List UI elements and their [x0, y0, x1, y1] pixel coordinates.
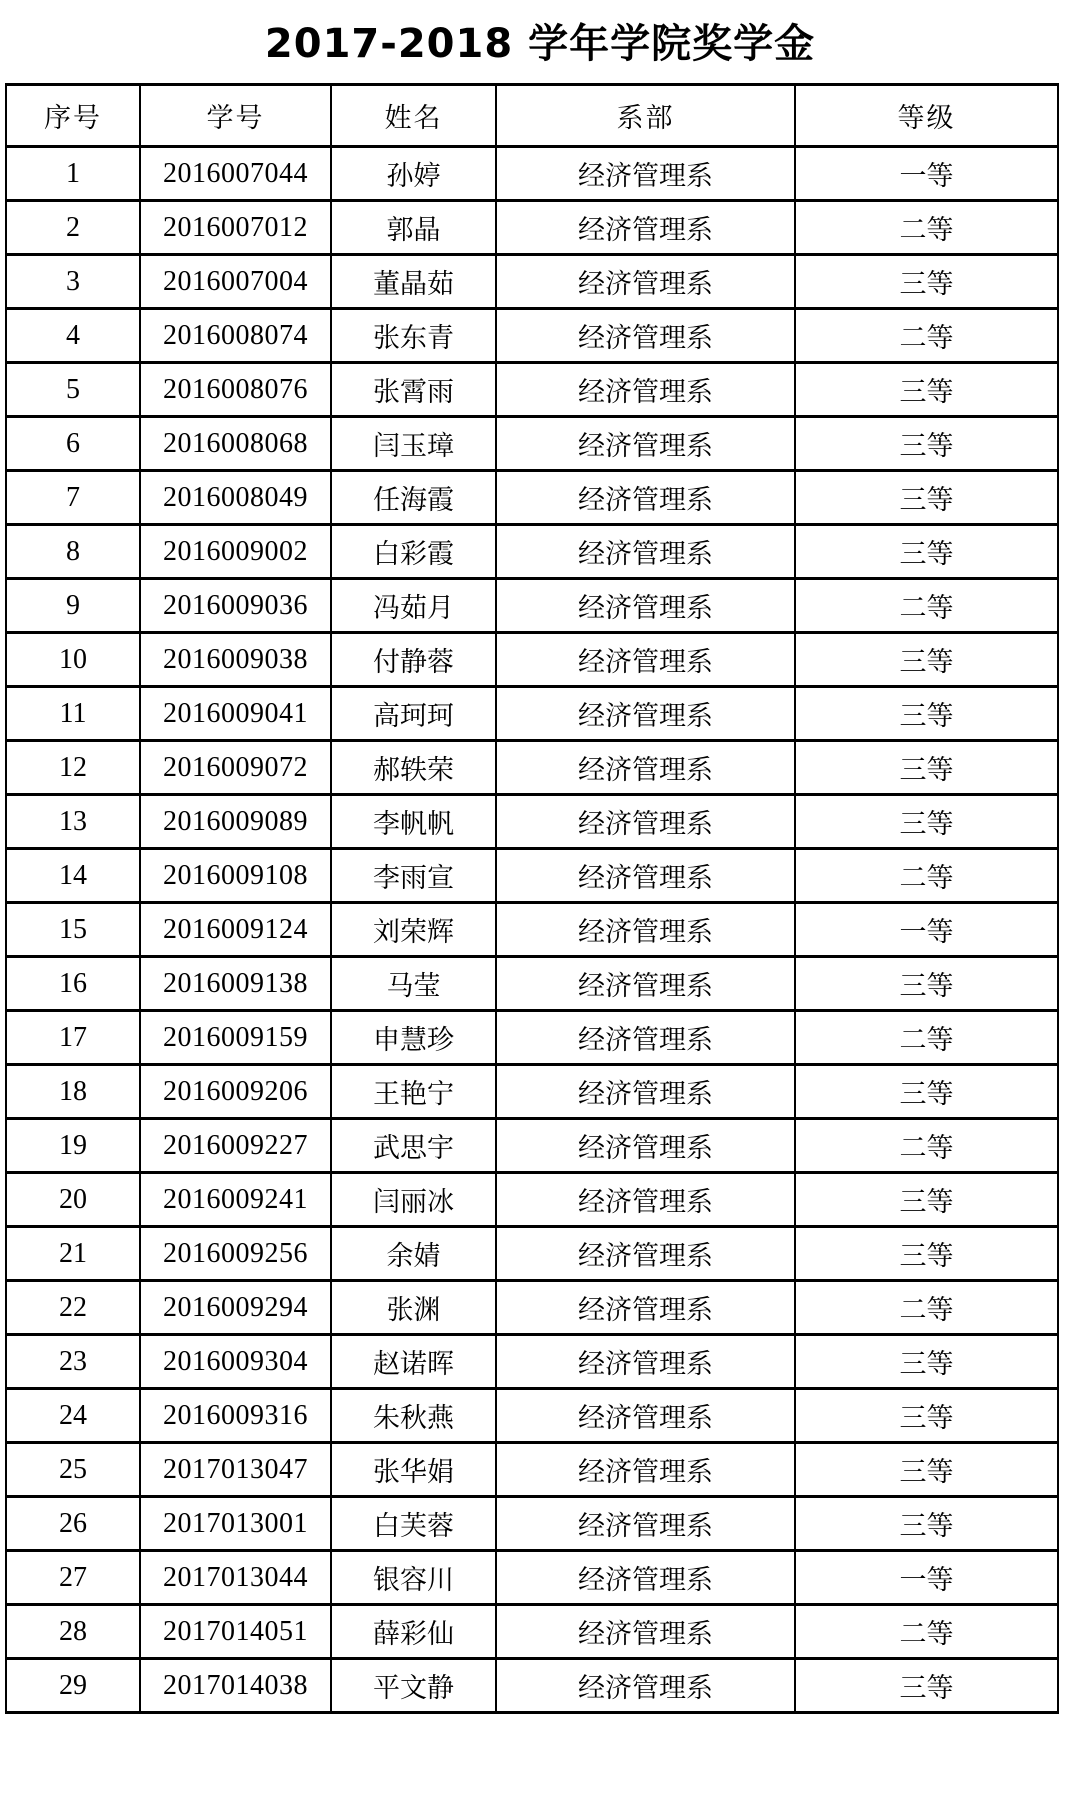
cell-index: 20 — [6, 1173, 140, 1227]
cell-department: 经济管理系 — [496, 687, 795, 741]
cell-name: 李雨宣 — [331, 849, 496, 903]
table-row — [6, 957, 1058, 1011]
table-row — [6, 1659, 1058, 1713]
cell-student-id: 2016009038 — [140, 633, 331, 687]
table-row — [6, 687, 1058, 741]
cell-index: 28 — [6, 1605, 140, 1659]
cell-grade: 三等 — [795, 417, 1058, 471]
table-row — [6, 147, 1058, 201]
cell-name: 高珂珂 — [331, 687, 496, 741]
cell-department: 经济管理系 — [496, 1551, 795, 1605]
cell-department: 经济管理系 — [496, 363, 795, 417]
cell-name: 平文静 — [331, 1659, 496, 1713]
cell-index: 22 — [6, 1281, 140, 1335]
cell-grade: 一等 — [795, 147, 1058, 201]
cell-grade: 二等 — [795, 1011, 1058, 1065]
cell-grade: 一等 — [795, 903, 1058, 957]
cell-index: 21 — [6, 1227, 140, 1281]
cell-student-id: 2016008074 — [140, 309, 331, 363]
cell-grade: 三等 — [795, 687, 1058, 741]
cell-name: 白彩霞 — [331, 525, 496, 579]
cell-student-id: 2016009002 — [140, 525, 331, 579]
cell-index: 9 — [6, 579, 140, 633]
cell-index: 3 — [6, 255, 140, 309]
cell-department: 经济管理系 — [496, 1443, 795, 1497]
cell-student-id: 2016007012 — [140, 201, 331, 255]
cell-name: 冯茹月 — [331, 579, 496, 633]
table-row — [6, 579, 1058, 633]
table-row — [6, 1227, 1058, 1281]
cell-name: 白芙蓉 — [331, 1497, 496, 1551]
cell-student-id: 2016009241 — [140, 1173, 331, 1227]
cell-student-id: 2016008068 — [140, 417, 331, 471]
cell-department: 经济管理系 — [496, 741, 795, 795]
cell-department: 经济管理系 — [496, 1497, 795, 1551]
table-row — [6, 255, 1058, 309]
cell-index: 8 — [6, 525, 140, 579]
cell-index: 17 — [6, 1011, 140, 1065]
cell-name: 张东青 — [331, 309, 496, 363]
cell-index: 16 — [6, 957, 140, 1011]
cell-department: 经济管理系 — [496, 1065, 795, 1119]
cell-grade: 三等 — [795, 741, 1058, 795]
cell-department: 经济管理系 — [496, 1335, 795, 1389]
table-row — [6, 201, 1058, 255]
cell-grade: 三等 — [795, 1227, 1058, 1281]
cell-department: 经济管理系 — [496, 1227, 795, 1281]
table-row — [6, 363, 1058, 417]
cell-grade: 三等 — [795, 1173, 1058, 1227]
cell-grade: 三等 — [795, 1443, 1058, 1497]
header-index: 序号 — [6, 85, 140, 147]
cell-student-id: 2016009138 — [140, 957, 331, 1011]
table-row — [6, 471, 1058, 525]
cell-department: 经济管理系 — [496, 471, 795, 525]
cell-student-id: 2016009036 — [140, 579, 331, 633]
table-row — [6, 525, 1058, 579]
table-row — [6, 1389, 1058, 1443]
cell-department: 经济管理系 — [496, 579, 795, 633]
cell-name: 董晶茹 — [331, 255, 496, 309]
cell-department: 经济管理系 — [496, 147, 795, 201]
cell-name: 申慧珍 — [331, 1011, 496, 1065]
cell-name: 王艳宁 — [331, 1065, 496, 1119]
cell-grade: 三等 — [795, 1659, 1058, 1713]
header-name: 姓名 — [331, 85, 496, 147]
cell-grade: 三等 — [795, 363, 1058, 417]
cell-department: 经济管理系 — [496, 795, 795, 849]
cell-index: 14 — [6, 849, 140, 903]
cell-name: 任海霞 — [331, 471, 496, 525]
cell-department: 经济管理系 — [496, 1605, 795, 1659]
cell-student-id: 2016009159 — [140, 1011, 331, 1065]
cell-name: 张渊 — [331, 1281, 496, 1335]
cell-student-id: 2016009206 — [140, 1065, 331, 1119]
cell-name: 李帆帆 — [331, 795, 496, 849]
table-row — [6, 741, 1058, 795]
table-row — [6, 417, 1058, 471]
cell-index: 6 — [6, 417, 140, 471]
cell-index: 7 — [6, 471, 140, 525]
cell-index: 5 — [6, 363, 140, 417]
cell-grade: 二等 — [795, 849, 1058, 903]
table-header — [6, 85, 1058, 147]
header-grade: 等级 — [795, 85, 1058, 147]
cell-student-id: 2016009072 — [140, 741, 331, 795]
table-row — [6, 633, 1058, 687]
scholarship-document — [0, 12, 1080, 1714]
cell-name: 闫玉璋 — [331, 417, 496, 471]
cell-grade: 三等 — [795, 633, 1058, 687]
cell-department: 经济管理系 — [496, 633, 795, 687]
table-row — [6, 1605, 1058, 1659]
cell-department: 经济管理系 — [496, 525, 795, 579]
table-row — [6, 1173, 1058, 1227]
cell-grade: 二等 — [795, 579, 1058, 633]
header-department: 系部 — [496, 85, 795, 147]
cell-student-id: 2016009304 — [140, 1335, 331, 1389]
table-row — [6, 1281, 1058, 1335]
table-row — [6, 1119, 1058, 1173]
table-row — [6, 1065, 1058, 1119]
cell-student-id: 2016009124 — [140, 903, 331, 957]
cell-department: 经济管理系 — [496, 1173, 795, 1227]
cell-index: 19 — [6, 1119, 140, 1173]
cell-name: 孙婷 — [331, 147, 496, 201]
cell-student-id: 2017013001 — [140, 1497, 331, 1551]
header-student-id: 学号 — [140, 85, 331, 147]
cell-index: 13 — [6, 795, 140, 849]
cell-grade: 三等 — [795, 1497, 1058, 1551]
cell-student-id: 2017013047 — [140, 1443, 331, 1497]
cell-student-id: 2017013044 — [140, 1551, 331, 1605]
cell-department: 经济管理系 — [496, 417, 795, 471]
cell-index: 1 — [6, 147, 140, 201]
cell-index: 27 — [6, 1551, 140, 1605]
cell-department: 经济管理系 — [496, 849, 795, 903]
table-row — [6, 1551, 1058, 1605]
header-row — [6, 85, 1058, 147]
cell-index: 24 — [6, 1389, 140, 1443]
cell-department: 经济管理系 — [496, 1659, 795, 1713]
cell-student-id: 2016009041 — [140, 687, 331, 741]
table-row — [6, 1443, 1058, 1497]
cell-index: 18 — [6, 1065, 140, 1119]
table-row — [6, 1011, 1058, 1065]
cell-grade: 三等 — [795, 1065, 1058, 1119]
table-body — [6, 147, 1058, 1713]
cell-student-id: 2016008049 — [140, 471, 331, 525]
cell-grade: 三等 — [795, 255, 1058, 309]
table-row — [6, 795, 1058, 849]
cell-student-id: 2016009227 — [140, 1119, 331, 1173]
cell-department: 经济管理系 — [496, 957, 795, 1011]
cell-student-id: 2016007004 — [140, 255, 331, 309]
cell-department: 经济管理系 — [496, 1119, 795, 1173]
cell-index: 12 — [6, 741, 140, 795]
cell-grade: 二等 — [795, 309, 1058, 363]
cell-name: 武思宇 — [331, 1119, 496, 1173]
cell-grade: 三等 — [795, 471, 1058, 525]
cell-student-id: 2016009294 — [140, 1281, 331, 1335]
cell-grade: 二等 — [795, 1605, 1058, 1659]
cell-index: 25 — [6, 1443, 140, 1497]
table-row — [6, 309, 1058, 363]
cell-name: 银容川 — [331, 1551, 496, 1605]
page-title: 2017-2018 学年学院奖学金 — [264, 21, 816, 67]
cell-name: 张华娟 — [331, 1443, 496, 1497]
cell-student-id: 2016009316 — [140, 1389, 331, 1443]
cell-student-id: 2017014038 — [140, 1659, 331, 1713]
cell-name: 郭晶 — [331, 201, 496, 255]
cell-name: 赵诺晖 — [331, 1335, 496, 1389]
cell-grade: 二等 — [795, 1119, 1058, 1173]
cell-name: 郝轶荣 — [331, 741, 496, 795]
table-row — [6, 1497, 1058, 1551]
cell-index: 15 — [6, 903, 140, 957]
cell-index: 11 — [6, 687, 140, 741]
cell-grade: 三等 — [795, 795, 1058, 849]
cell-department: 经济管理系 — [496, 1389, 795, 1443]
cell-student-id: 2016009089 — [140, 795, 331, 849]
table-row — [6, 1335, 1058, 1389]
cell-name: 刘荣辉 — [331, 903, 496, 957]
cell-index: 26 — [6, 1497, 140, 1551]
cell-name: 朱秋燕 — [331, 1389, 496, 1443]
cell-student-id: 2017014051 — [140, 1605, 331, 1659]
cell-grade: 三等 — [795, 1389, 1058, 1443]
cell-grade: 三等 — [795, 525, 1058, 579]
cell-index: 23 — [6, 1335, 140, 1389]
cell-name: 闫丽冰 — [331, 1173, 496, 1227]
cell-name: 马莹 — [331, 957, 496, 1011]
cell-index: 2 — [6, 201, 140, 255]
scholarship-table — [5, 83, 1059, 1714]
cell-department: 经济管理系 — [496, 1281, 795, 1335]
cell-department: 经济管理系 — [496, 201, 795, 255]
cell-grade: 二等 — [795, 1281, 1058, 1335]
cell-grade: 二等 — [795, 201, 1058, 255]
table-row — [6, 849, 1058, 903]
cell-department: 经济管理系 — [496, 903, 795, 957]
cell-name: 薛彩仙 — [331, 1605, 496, 1659]
cell-name: 余婧 — [331, 1227, 496, 1281]
cell-index: 4 — [6, 309, 140, 363]
cell-student-id: 2016007044 — [140, 147, 331, 201]
cell-department: 经济管理系 — [496, 1011, 795, 1065]
cell-index: 29 — [6, 1659, 140, 1713]
table-row — [6, 903, 1058, 957]
cell-department: 经济管理系 — [496, 255, 795, 309]
cell-grade: 一等 — [795, 1551, 1058, 1605]
cell-student-id: 2016009256 — [140, 1227, 331, 1281]
cell-student-id: 2016008076 — [140, 363, 331, 417]
cell-department: 经济管理系 — [496, 309, 795, 363]
cell-index: 10 — [6, 633, 140, 687]
cell-grade: 三等 — [795, 957, 1058, 1011]
cell-name: 张霄雨 — [331, 363, 496, 417]
cell-name: 付静蓉 — [331, 633, 496, 687]
cell-grade: 三等 — [795, 1335, 1058, 1389]
cell-student-id: 2016009108 — [140, 849, 331, 903]
